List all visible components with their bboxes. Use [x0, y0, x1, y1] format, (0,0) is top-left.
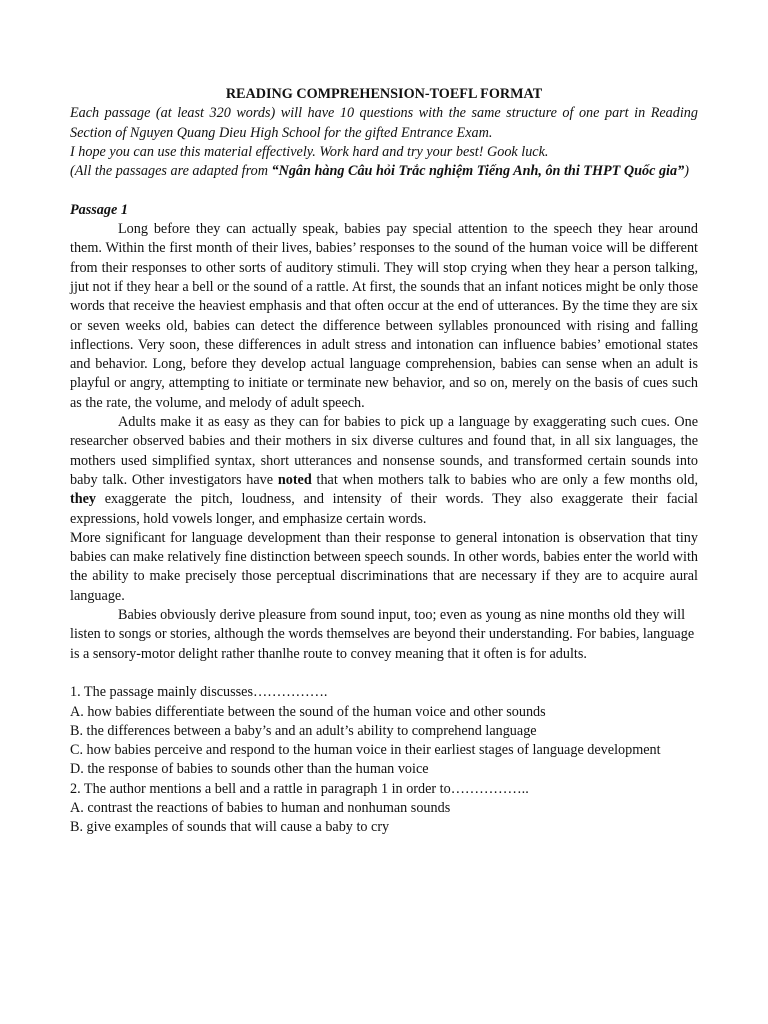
document-title: READING COMPREHENSION-TOEFL FORMAT — [225, 86, 543, 102]
answer-option: A. contrast the reactions of babies to human and nonhuman sounds — [70, 799, 451, 816]
document-page — [70, 85, 698, 838]
highlight-they: they — [70, 491, 97, 508]
spacer — [70, 664, 698, 683]
answer-option: D. the response of babies to sounds other than the human voice — [70, 761, 429, 778]
paragraph-2 — [70, 413, 698, 529]
paragraph-2-text-c: exaggerate the pitch, loudness, and intensity of their words. They also exaggerate their facial expressions, hold vowels longer, and emphasize certain words. — [70, 491, 698, 527]
passage-label: Passage 1 — [70, 201, 128, 218]
question-stem: 2. The author mentions a bell and a rattle in paragraph 1 in order to…………….. — [70, 780, 529, 797]
question-stem: 1. The passage mainly discusses……………. — [70, 684, 328, 701]
intro-line-1: Each passage (at least 320 words) will have 10 questions with the same structure of one part in Reading Section of Nguyen Quang Dieu High School for the gifted Entrance Exam. — [70, 105, 698, 141]
paragraph-4: Babies obviously derive pleasure from sound input, too; even as young as nine months old they will listen to songs or stories, although the words themselves are beyond their understanding. For babies, language is a sensory-motor delight rather thanlhe route to convey meaning that it often is for adults. — [70, 607, 695, 662]
paragraph-2-text-b: that when mothers talk to babies who are only a few months old, — [311, 471, 698, 488]
intro-source-suffix: ) — [684, 163, 689, 180]
paragraph-2-text-a: Adults make it as easy as they can for babies to pick up a language by exaggerating such cues. One researcher observed babies and their mothers in six diverse cultures and found that, in all six languages, the mothers used simplified syntax, short utterances and nonsense sounds, and transformed certain sounds into baby talk. Other investigators have — [70, 414, 698, 488]
intro-source-title: “Ngân hàng Câu hỏi Trắc nghiệm Tiếng Anh, ôn thi THPT Quốc gia” — [271, 163, 685, 180]
highlight-noted: noted — [277, 471, 312, 488]
answer-option: B. the differences between a baby’s and an adult’s ability to comprehend language — [70, 722, 537, 739]
answer-option: B. give examples of sounds that will cause a baby to cry — [70, 819, 390, 836]
intro-line-2: I hope you can use this material effectively. Work hard and try your best! Gook luck. — [70, 143, 549, 160]
intro-source-prefix: (All the passages are adapted from — [70, 163, 272, 180]
paragraph-3: More significant for language development than their response to general intonation is observation that tiny babies can make relatively fine distinction between speech sounds. In other words, babies enter the world with the ability to make precisely those perceptual discriminations that are necessary if they are to acquire aural language. — [70, 529, 698, 604]
intro-line-3 — [70, 162, 698, 181]
spacer — [70, 181, 698, 200]
answer-option: A. how babies differentiate between the sound of the human voice and other sounds — [70, 703, 546, 720]
answer-option: C. how babies perceive and respond to the human voice in their earliest stages of language development — [70, 742, 661, 759]
paragraph-1: Long before they can actually speak, babies pay special attention to the speech they hear around them. Within the first month of their lives, babies’ responses to the sound of the human voice will be different from their responses to other sorts of auditory stimuli. They will stop crying when they hear a person talking, jjut not if they hear a bell or the sound of a rattle. At first, the sounds that an infant notices might be only those words that receive the heaviest emphasis and that often occur at the end of utterances. By the time they are six or seven weeks old, babies can detect the difference between syllables pronounced with rising and falling inflections. Very soon, these differences in adult stress and intonation can influence babies’ emotional states and behavior. Long, before they develop actual language comprehension, babies can sense when an adult is playful or angry, attempting to initiate or terminate new behavior, and so on, merely on the basis of cues such as the rate, the volume, and melody of adult speech. — [70, 221, 698, 411]
